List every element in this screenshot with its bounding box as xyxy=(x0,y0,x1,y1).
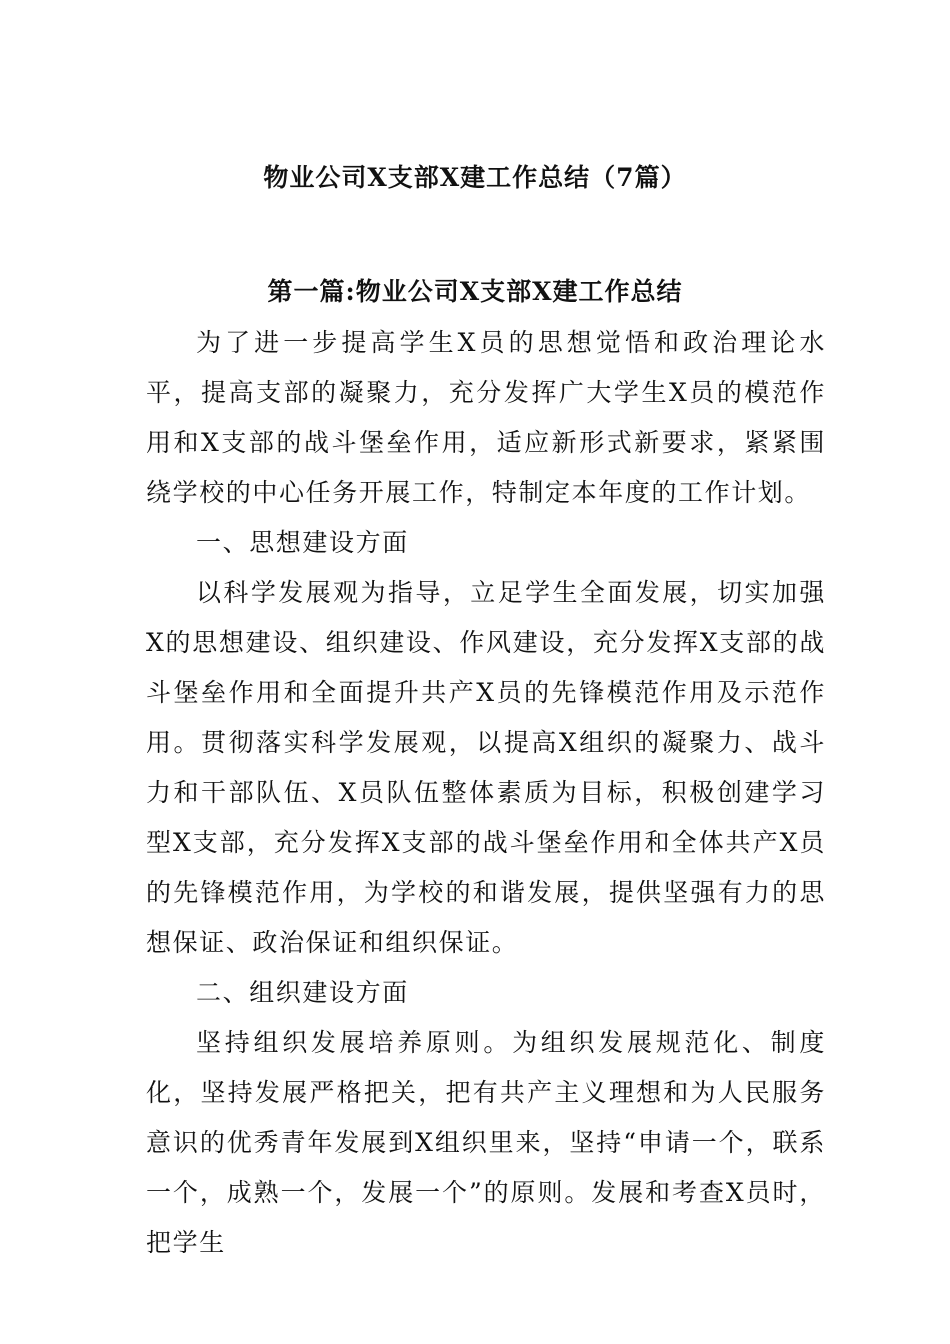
ideology-paragraph: 以科学发展观为指导，立足学生全面发展，切实加强X的思想建设、组织建设、作风建设，充分发挥X支部的战斗堡垒作用和全面提升共产X员的先锋模范作用及示范作用。贯彻落实科学发展观，以提高X组织的凝聚力、战斗力和干部队伍、X员队伍整体素质为目标，积极创建学习型X支部，充分发挥X支部的战斗堡垒作用和全体共产X员的先锋模范作用，为学校的和谐发展，提供坚强有力的思想保证、政治保证和组织保证。 xyxy=(146,578,826,957)
document-title: 物业公司X支部X建工作总结（7篇） xyxy=(263,163,687,192)
heading-organization: 二、组织建设方面 xyxy=(196,978,409,1007)
organization-paragraph: 坚持组织发展培养原则。为组织发展规范化、制度化，坚持发展严格把关，把有共产主义理想和为人民服务意识的优秀青年发展到X组织里来，坚持“申请一个，联系一个，成熟一个，发展一个”的原则。发展和考查X员时，把学生 xyxy=(146,1028,826,1257)
heading-ideology: 一、思想建设方面 xyxy=(196,528,409,557)
section-title: 第一篇:物业公司X支部X建工作总结 xyxy=(267,277,683,306)
intro-paragraph: 为了进一步提高学生X员的思想觉悟和政治理论水平，提高支部的凝聚力，充分发挥广大学生X员的模范作用和X支部的战斗堡垒作用，适应新形式新要求，紧紧围绕学校的中心任务开展工作，特制定本年度的工作计划。 xyxy=(146,328,826,507)
document-body xyxy=(146,318,826,1268)
